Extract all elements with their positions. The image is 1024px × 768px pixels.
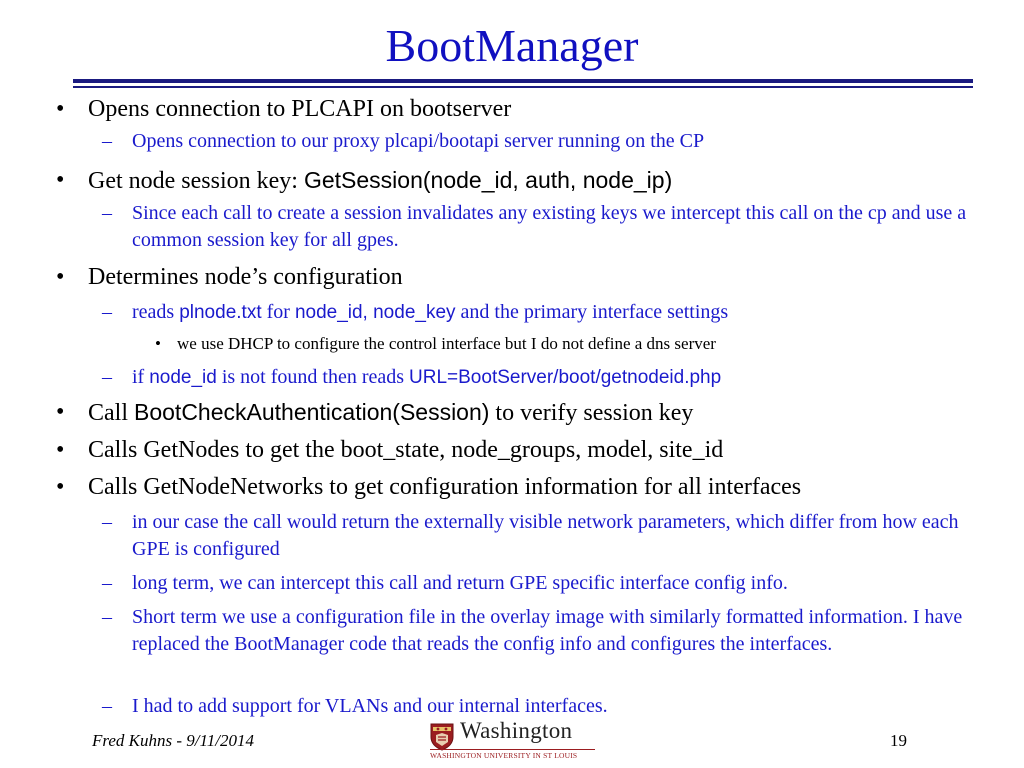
bullet-marker: • — [56, 264, 65, 290]
bullet-text: Calls GetNodeNetworks to get configuration information for all interfaces — [88, 474, 802, 500]
bullet-level-2 — [102, 364, 982, 391]
bullet-level-1 — [56, 436, 988, 464]
page-number: 19 — [890, 731, 907, 750]
bullet-text: is not found then reads — [216, 366, 410, 388]
bullet-marker: • — [56, 474, 65, 500]
bullet-text: and the primary interface settings — [455, 301, 729, 323]
bullet-marker: • — [56, 399, 65, 425]
code-text: plnode.txt — [179, 302, 262, 323]
footer-author-date: Fred Kuhns - 9/11/2014 — [92, 731, 254, 750]
bullet-text: Opens connection to our proxy plcapi/bootapi server running on the CP — [132, 130, 705, 152]
bullet-level-2 — [102, 299, 982, 326]
code-text: node_id, node_key — [294, 302, 456, 323]
bullet-marker: – — [102, 301, 112, 323]
bullet-level-1 — [56, 166, 988, 195]
bullet-text: to verify session key — [489, 400, 694, 426]
bullet-marker: – — [102, 695, 112, 717]
bullet-level-2 — [102, 604, 982, 658]
code-text: BootCheckAuthentication(Session) — [134, 399, 490, 425]
bullet-text: long term, we can intercept this call and return GPE specific interface config info. — [132, 572, 788, 594]
bullet-text: Get node session key: — [88, 168, 304, 194]
bullet-marker: – — [102, 572, 112, 594]
bullet-level-2 — [102, 693, 982, 720]
bullet-marker: – — [102, 511, 112, 533]
bullet-marker: – — [102, 130, 112, 152]
bullet-marker: • — [56, 167, 65, 193]
bullet-level-3 — [155, 333, 977, 355]
bullet-text: in our case the call would return the externally visible network parameters, which differ from how each GPE is configured — [132, 511, 959, 560]
bullet-marker: – — [102, 366, 112, 388]
bullet-level-2 — [102, 509, 982, 563]
bullet-text: I had to add support for VLANs and our internal interfaces. — [132, 695, 608, 717]
slide-title: BootManager — [385, 20, 639, 71]
bullet-level-1 — [56, 398, 988, 427]
university-shield-icon — [430, 723, 454, 751]
bullet-text: Opens connection to PLCAPI on bootserver — [88, 96, 512, 122]
bullet-text: we use DHCP to configure the control interface but I do not define a dns server — [177, 334, 716, 353]
bullet-text: Since each call to create a session invalidates any existing keys we intercept this call on the cp and use a common session key for all gpes. — [132, 202, 967, 251]
bullet-text: Call — [88, 400, 134, 426]
bullet-marker: – — [102, 606, 112, 628]
bullet-marker: • — [56, 96, 65, 122]
logo-wordmark: Washington — [460, 718, 573, 743]
bullet-text: Short term we use a configuration file in the overlay image with similarly formatted information. I have replaced the BootManager code that reads the config info and configures the interfaces. — [132, 606, 963, 655]
bullet-text: for — [261, 301, 295, 323]
bullet-level-2 — [102, 570, 982, 597]
bullet-marker: – — [102, 202, 112, 224]
logo-subtitle: WASHINGTON UNIVERSITY IN ST LOUIS — [430, 749, 595, 760]
bullet-text: Determines node’s configuration — [88, 264, 403, 290]
code-text: URL=BootServer/boot/getnodeid.php — [409, 367, 722, 388]
code-text: GetSession(node_id, auth, node_ip) — [303, 167, 673, 193]
bullet-level-1 — [56, 473, 988, 501]
bullet-level-2 — [102, 128, 982, 155]
bullet-text: if — [132, 366, 150, 388]
bullet-text: Calls GetNodes to get the boot_state, node_groups, model, site_id — [88, 437, 724, 463]
bullet-level-2 — [102, 200, 982, 254]
bullet-text: reads — [132, 301, 180, 323]
bullet-marker: • — [56, 437, 65, 463]
university-logo — [430, 718, 600, 761]
bullet-marker: • — [155, 334, 161, 353]
code-text: node_id — [149, 367, 217, 388]
bullet-level-1 — [56, 95, 988, 123]
bullet-level-1 — [56, 263, 988, 291]
